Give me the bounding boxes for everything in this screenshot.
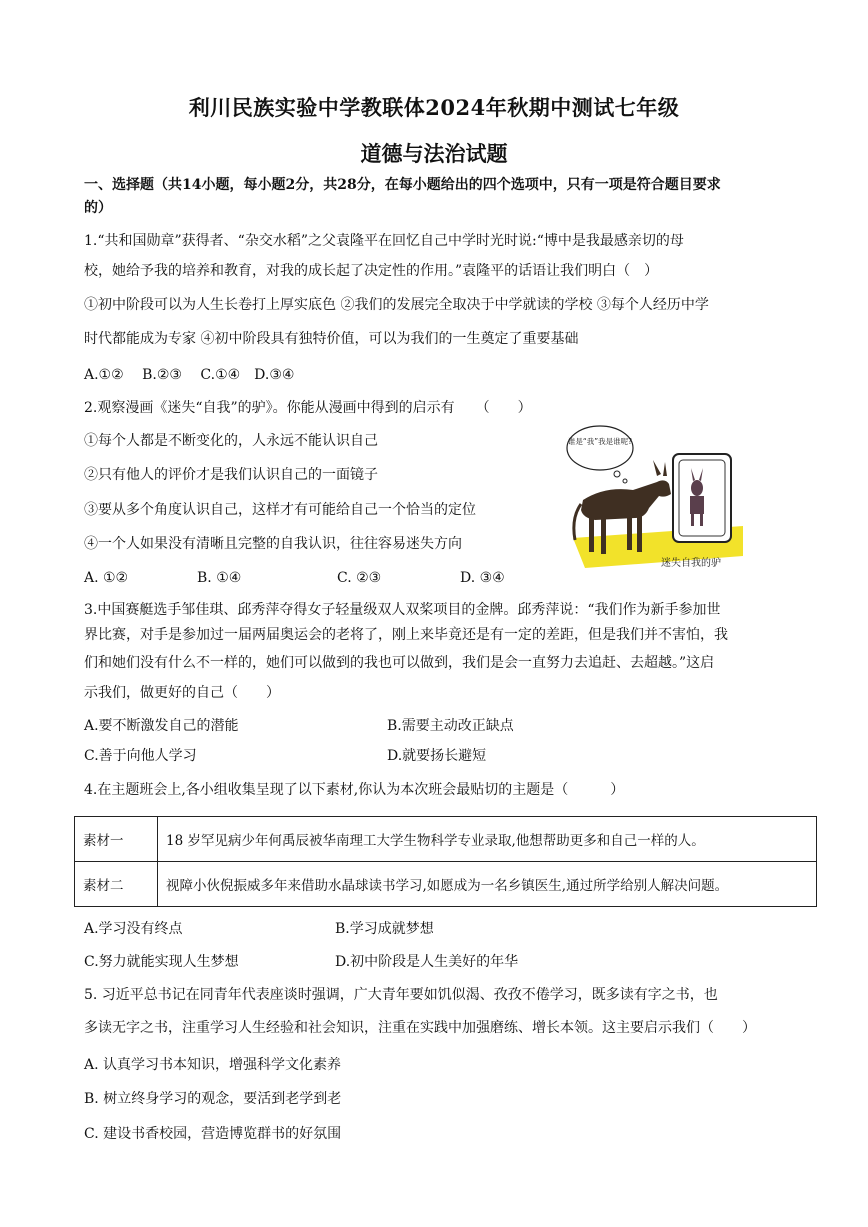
q2-option-c: C. ②③ bbox=[337, 570, 382, 586]
q4-option-b: B.学习成就梦想 bbox=[335, 921, 434, 937]
q5-option-a: A. 认真学习书本知识，增强科学文化素养 bbox=[84, 1057, 342, 1073]
q4-stem: 4.在主题班会上,各小组收集呈现了以下素材,你认为本次班会最贴切的主题是（ ） bbox=[84, 782, 625, 798]
q2-option-b: B. ①④ bbox=[197, 570, 242, 586]
q3-option-b: B.需要主动改正缺点 bbox=[387, 718, 514, 734]
donkey-mirror-illustration bbox=[565, 418, 745, 573]
q1-options: A.①② B.②③ C.①④ D.③④ bbox=[84, 367, 295, 383]
q2-option-a: A. ①② bbox=[84, 570, 129, 586]
q4-option-c: C.努力就能实现人生梦想 bbox=[84, 954, 239, 970]
exam-title: 利川民族实验中学教联体2024年秋期中测试七年级 bbox=[188, 95, 680, 120]
exam-subject: 道德与法治试题 bbox=[360, 141, 508, 166]
q3-stem: 3.中国赛艇选手邹佳琪、邱秀萍夺得女子轻量级双人双桨项目的金牌。邱秀萍说：“我们作为新手参加世 bbox=[84, 602, 721, 618]
q5-stem-cont: 多读无字之书，注重学习人生经验和社会知识，注重在实践中加强磨练、增长本领。这主要启示我们（ ） bbox=[84, 1020, 756, 1036]
table-row bbox=[75, 862, 817, 907]
q5-option-c: C. 建设书香校园，营造博览群书的好氛围 bbox=[84, 1126, 342, 1142]
donkey-cartoon bbox=[565, 418, 745, 573]
q3-stem-cont3: 示我们，做更好的自己（ ） bbox=[84, 685, 280, 701]
q3-stem-cont2: 们和她们没有什么不一样的，她们可以做到的我也可以做到，我们是会一直努力去追赶、去超越。”这启 bbox=[84, 655, 715, 671]
q2-item-4: ④一个人如果没有清晰且完整的自我认识，往往容易迷失方向 bbox=[84, 536, 462, 552]
q2-item-2: ②只有他人的评价才是我们认识自己的一面镜子 bbox=[84, 467, 378, 483]
q2-stem: 2.观察漫画《迷失“自我”的驴》。你能从漫画中得到的启示有 （ ） bbox=[84, 400, 532, 416]
thought-bubble-text: 谁是“我”我是谁呢? bbox=[567, 437, 633, 446]
section-heading: 一、选择题（共14小题，每小题2分，共28分，在每小题给出的四个选项中，只有一项是符合题目要求 bbox=[84, 177, 721, 193]
q2-option-d: D. ③④ bbox=[460, 570, 505, 586]
q2-item-1: ①每个人都是不断变化的，人永远不能认识自己 bbox=[84, 433, 378, 449]
table-row bbox=[75, 817, 817, 862]
q1-stem: 1.“共和国勋章”获得者、“杂交水稻”之父袁隆平在回忆自己中学时光时说:“博中是我最感亲切的母 bbox=[84, 233, 684, 249]
q2-item-3: ③要从多个角度认识自己，这样才有可能给自己一个恰当的定位 bbox=[84, 502, 476, 518]
material-text: 18 岁罕见病少年何禹辰被华南理工大学生物科学专业录取,他想帮助更多和自己一样的人。 bbox=[158, 817, 817, 862]
material-text: 视障小伙倪振威多年来借助水晶球读书学习,如愿成为一名乡镇医生,通过所学给别人解决问题。 bbox=[158, 862, 817, 907]
q1-items: ①初中阶段可以为人生长卷打上厚实底色 ②我们的发展完全取决于中学就读的学校 ③每个人经历中学 bbox=[84, 297, 709, 313]
q3-option-c: C.善于向他人学习 bbox=[84, 748, 197, 764]
cartoon-caption: 迷失自我的驴 bbox=[661, 558, 721, 569]
q4-materials-table bbox=[74, 816, 817, 907]
section-heading-cont: 的） bbox=[84, 200, 112, 216]
material-label: 素材二 bbox=[75, 862, 158, 907]
q4-option-d: D.初中阶段是人生美好的年华 bbox=[335, 954, 519, 970]
q3-stem-cont1: 界比赛，对手是参加过一届两届奥运会的老将了，刚上来毕竟还是有一定的差距，但是我们并不害怕，我 bbox=[84, 627, 728, 643]
q5-option-b: B. 树立终身学习的观念，要活到老学到老 bbox=[84, 1091, 342, 1107]
q3-option-a: A.要不断激发自己的潜能 bbox=[84, 718, 239, 734]
q1-stem-cont: 校，她给予我的培养和教育，对我的成长起了决定性的作用。”袁隆平的话语让我们明白（ ） bbox=[84, 263, 659, 279]
material-label: 素材一 bbox=[75, 817, 158, 862]
q1-items-cont: 时代都能成为专家 ④初中阶段具有独特价值，可以为我们的一生奠定了重要基础 bbox=[84, 331, 579, 347]
q5-stem: 5. 习近平总书记在同青年代表座谈时强调，广大青年要如饥似渴、孜孜不倦学习，既多读有字之书，也 bbox=[84, 987, 718, 1003]
q4-option-a: A.学习没有终点 bbox=[84, 921, 183, 937]
q3-option-d: D.就要扬长避短 bbox=[387, 748, 487, 764]
